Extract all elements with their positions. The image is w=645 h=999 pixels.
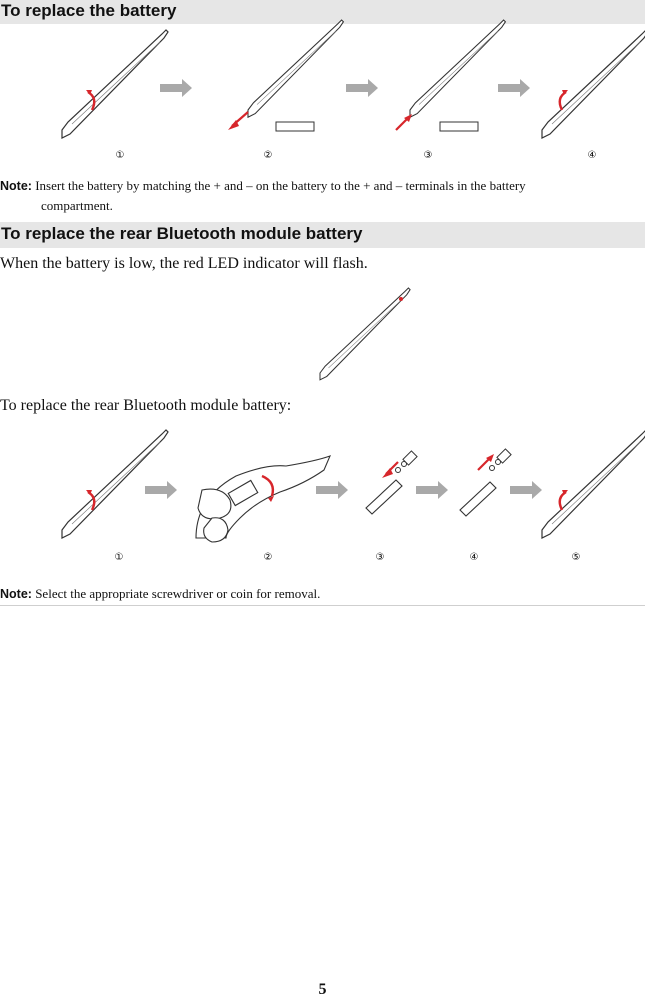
step-number: ⑤ (571, 552, 581, 563)
led-indicator-text: When the battery is low, the red LED indicator will flash. (0, 255, 368, 272)
note-screwdriver (0, 584, 645, 604)
pen-step-4 (542, 30, 645, 138)
pen-step-1 (62, 430, 168, 538)
step-number: ③ (423, 150, 433, 161)
pen-step-5 (542, 430, 645, 538)
note-battery-polarity (0, 176, 645, 196)
step-number: ③ (375, 552, 385, 563)
arrow-right-icon (316, 481, 348, 499)
arrow-right-icon (160, 79, 192, 97)
step-number: ① (115, 150, 125, 161)
arrow-right-icon (498, 79, 530, 97)
note-text: Select the appropriate screwdriver or coin for removal. (35, 586, 321, 601)
pen-with-led (320, 288, 410, 380)
bluetooth-intro-text: To replace the rear Bluetooth module battery: (0, 397, 292, 414)
battery-replacement-figure (0, 30, 645, 165)
heading-text: To replace the battery (1, 1, 177, 20)
note-text: Insert the battery by matching the + and – on the battery to the + and – terminals in the battery (35, 178, 526, 193)
step-number: ① (114, 552, 124, 563)
note-label: Note: (0, 587, 32, 601)
arrow-right-icon (346, 79, 378, 97)
section-heading-battery (0, 0, 645, 24)
step-number: ④ (469, 552, 479, 563)
pen-step-2 (228, 20, 343, 131)
led-indicator (399, 297, 403, 301)
arrow-right-icon (416, 481, 448, 499)
pen-step-3 (396, 20, 505, 131)
note-label: Note: (0, 179, 32, 193)
heading-text: To replace the rear Bluetooth module battery (1, 224, 363, 243)
step-number: ② (263, 552, 273, 563)
arrow-right-icon (510, 481, 542, 499)
section-divider (0, 605, 645, 606)
section-heading-bluetooth-battery (0, 222, 645, 248)
page-number: 5 (318, 981, 327, 998)
arrow-right-icon (145, 481, 177, 499)
bluetooth-battery-figure (0, 428, 645, 568)
note-text-continued: compartment. (41, 198, 113, 213)
pen-step-1 (62, 30, 168, 138)
pen-step-4 (460, 449, 511, 516)
step-number: ② (263, 150, 273, 161)
hands-twisting-pen (196, 456, 330, 542)
pen-led-figure (0, 285, 645, 380)
pen-step-3 (366, 451, 417, 514)
step-number: ④ (587, 150, 597, 161)
